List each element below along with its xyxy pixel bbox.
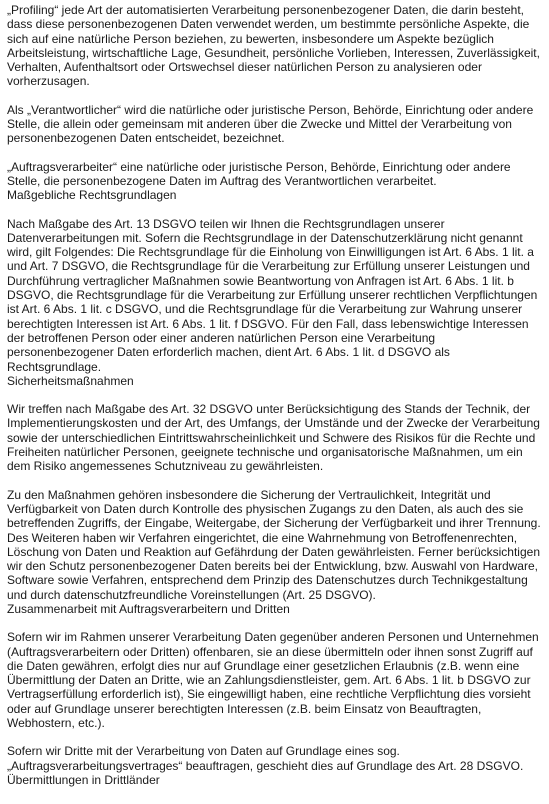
profiling-definition (7, 3, 543, 89)
cooperation-heading: Zusammenarbeit mit Auftragsverarbeitern und Dritten (7, 601, 290, 616)
controller-paragraph: Als „Verantwortlicher“ wird die natürliche oder juristische Person, Behörde, Einrichtung oder andere Stelle, die allein oder gemeinsam mit anderen über die Zwecke und Mittel der Verarbeitung von personenbezogenen Daten entscheidet, bezeichnet. (7, 102, 534, 146)
legal-basis-heading: Maßgebliche Rechtsgrundlagen (7, 188, 177, 203)
profiling-paragraph: „Profiling“ jede Art der automatisierten Verarbeitung personenbezogener Daten, die darin besteht, dass diese personenbezogenen Daten verwendet werden, um bestimmte persönliche Aspekte, die sich auf eine natürliche Person beziehen, zu bewerten, insbesondere um Aspekte bezüglich Arbeitsleistung, wirtschaftliche Lage, Gesundheit, persönliche Vorlieben, Interessen, Zuverlässigkeit, Verhalten, Aufenthaltsort oder Ortswechsel dieser natürlichen Person zu analysieren oder vorherzusagen. (7, 3, 540, 89)
processor-paragraph: „Auftragsverarbeiter“ eine natürliche oder juristische Person, Behörde, Einrichtung oder andere Stelle, die personenbezogene Daten im Auftrag des Verantwortlichen verarbeitet. (7, 159, 511, 188)
processor-definition (7, 160, 543, 203)
legal-basis-paragraph: Nach Maßgabe des Art. 13 DSGVO teilen wir Ihnen die Rechtsgrundlagen unserer Datenverarbeitungen mit. Sofern die Rechtsgrundlage in der Datenschutzerklärung nicht genannt wird, gilt Folgendes: Die Rechtsgrundlage für die Einholung von Einwilligungen ist Art. 6 Abs. 1 lit. a und Art. 7 DSGVO, die Rechtsgrundlage für die Verarbeitung zur Erfüllung unserer Leistungen und Durchführung vertraglicher Maßnahmen sowie Beantwortung von Anfragen ist Art. 6 Abs. 1 lit. b DSGVO, die Rechtsgrundlage für die Verarbeitung zur Erfüllung unserer rechtlichen Verpflichtungen ist Art. 6 Abs. 1 lit. c DSGVO, und die Rechtsgrundlage für die Verarbeitung zur Wahrung unserer berechtigten Interessen ist Art. 6 Abs. 1 lit. f DSGVO. Für den Fall, dass lebenswichtige Interessen der betroffenen Person oder einer anderen natürlichen Person eine Verarbeitung personenbezogener Daten erforderlich machen, dient Art. 6 Abs. 1 lit. d DSGVO als Rechtsgrundlage. (7, 216, 538, 374)
security-paragraph-1: Wir treffen nach Maßgabe des Art. 32 DSGVO unter Berücksichtigung des Stands der Technik, der Implementierungskosten und der Art, des Umfangs, der Umstände und der Zwecke der Verarbeitung sowie der unterschiedlichen Eintrittswahrscheinlichkeit und Schwere des Risikos für die Rechte und Freiheiten natürlicher Personen, geeignete technische und organisatorische Maßnahmen, um ein dem Risiko angemessenes Schutzniveau zu gewährleisten. (7, 402, 540, 474)
third-country-heading: Übermittlungen in Drittländer (7, 772, 160, 787)
cooperation-section-2 (7, 744, 543, 787)
cooperation-section-1 (7, 630, 543, 730)
legal-basis-section (7, 217, 543, 389)
security-section-2 (7, 488, 543, 617)
controller-definition (7, 103, 543, 146)
cooperation-paragraph-1: Sofern wir im Rahmen unserer Verarbeitung Daten gegenüber anderen Personen und Unternehmen (Auftragsverarbeitern oder Dritten) offenbaren, sie an diese übermitteln oder ihnen sonst Zugriff auf die Daten gewähren, erfolgt dies nur auf Grundlage einer gesetzlichen Erlaubnis (z.B. wenn eine Übermittlung der Daten an Dritte, wie an Zahlungsdienstleister, gem. Art. 6 Abs. 1 lit. b DSGVO zur Vertragserfüllung erforderlich ist), Sie eingewilligt haben, eine rechtliche Verpflichtung dies vorsieht oder auf Grundlage unserer berechtigten Interessen (z.B. beim Einsatz von Beauftragten, Webhostern, etc.). (7, 630, 539, 731)
security-heading: Sicherheitsmaßnahmen (7, 373, 134, 388)
cooperation-paragraph-2: Sofern wir Dritte mit der Verarbeitung von Daten auf Grundlage eines sog. „Auftragsverarbeitungsvertrages“ beauftragen, geschieht dies auf Grundlage des Art. 28 DSGVO. (7, 744, 524, 773)
security-section-1 (7, 402, 543, 473)
security-paragraph-2: Zu den Maßnahmen gehören insbesondere die Sicherung der Vertraulichkeit, Integrität und Verfügbarkeit von Daten durch Kontrolle des physischen Zugangs zu den Daten, als auch des sie betreffenden Zugriffs, der Eingabe, Weitergabe, der Sicherung der Verfügbarkeit und ihrer Trennung. Des Weiteren haben wir Verfahren eingerichtet, die eine Wahrnehmung von Betroffenenrechten, Löschung von Daten und Reaktion auf Gefährdung der Daten gewährleisten. Ferner berücksichtigen wir den Schutz personenbezogener Daten bereits bei der Entwicklung, bzw. Auswahl von Hardware, Software sowie Verfahren, entsprechend dem Prinzip des Datenschutzes durch Technikgestaltung und durch datenschutzfreundliche Voreinstellungen (Art. 25 DSGVO). (7, 487, 541, 602)
